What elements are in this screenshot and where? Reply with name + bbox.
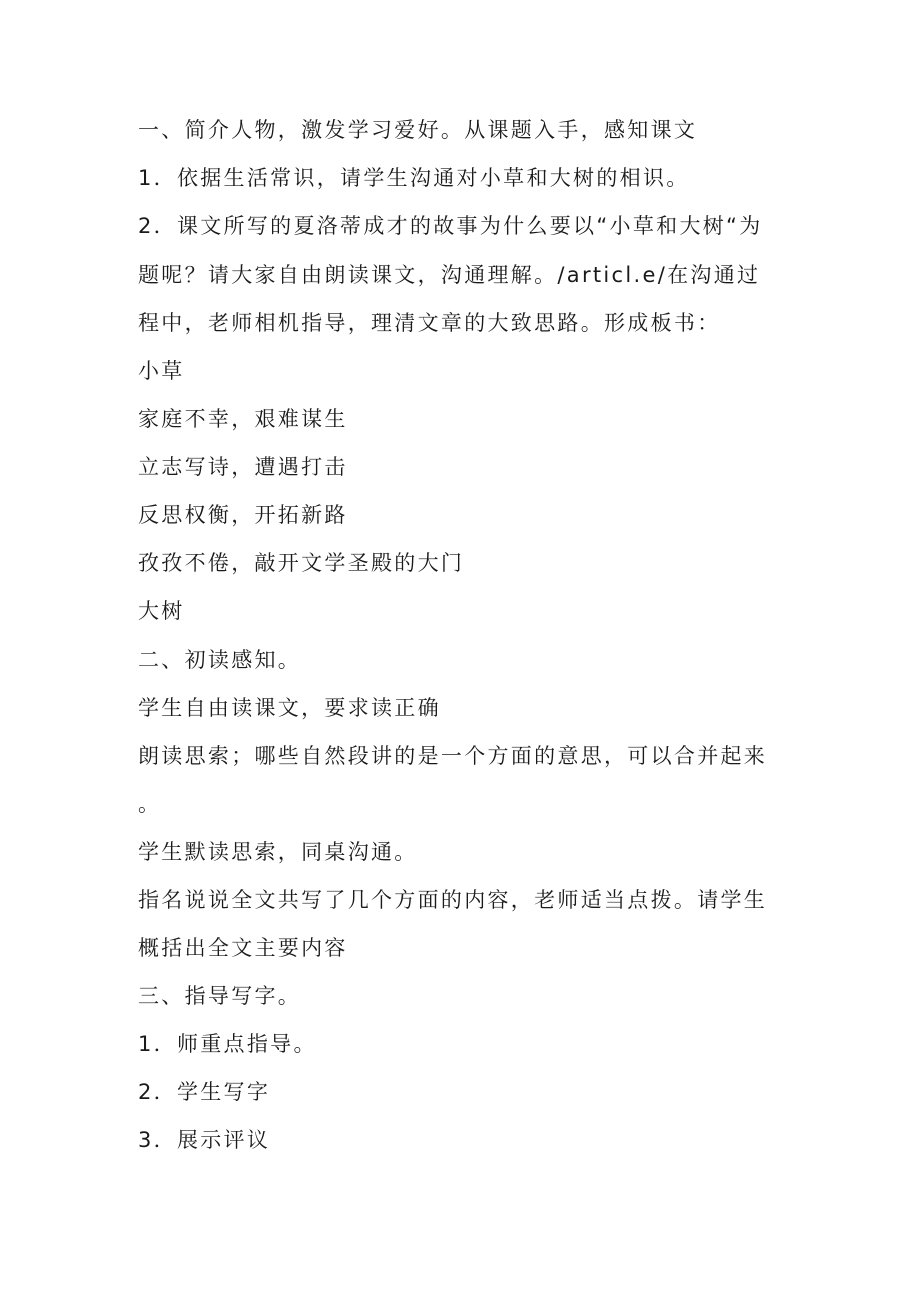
section-heading-3: 三、指导写字。 [138, 984, 302, 1008]
paragraph-line: 1．依据生活常识，请学生沟通对小草和大树的相识。 [138, 166, 690, 190]
paragraph-line: 概括出全文主要内容 [138, 936, 348, 960]
board-label-grass: 小草 [138, 359, 185, 383]
paragraph-line: 题呢？请大家自由朗读课文，沟通理解。/articl.e/在沟通过 [138, 263, 761, 287]
board-item: 孜孜不倦，敲开文学圣殿的大门 [138, 551, 465, 575]
paragraph-line: 指名说说全文共写了几个方面的内容，老师适当点拨。请学生 [138, 888, 768, 912]
paragraph-line: 学生自由读课文，要求读正确 [138, 696, 441, 720]
list-item: 1．师重点指导。 [138, 1032, 317, 1056]
section-heading-1: 一、简介人物，激发学习爱好。从课题入手，感知课文 [138, 118, 698, 142]
paragraph-line: 2．课文所写的夏洛蒂成才的故事为什么要以“小草和大树“为 [138, 214, 763, 238]
board-item: 家庭不幸，艰难谋生 [138, 407, 348, 431]
board-label-tree: 大树 [138, 599, 185, 623]
list-item: 2．学生写字 [138, 1080, 271, 1104]
list-item: 3．展示评议 [138, 1128, 271, 1152]
section-heading-2: 二、初读感知。 [138, 648, 302, 672]
paragraph-line: 。 [138, 792, 162, 816]
paragraph-line: 学生默读思索，同桌沟通。 [138, 840, 418, 864]
board-item: 反思权衡，开拓新路 [138, 503, 348, 527]
paragraph-line: 程中，老师相机指导，理清文章的大致思路。形成板书： [138, 311, 721, 335]
board-item: 立志写诗，遭遇打击 [138, 455, 348, 479]
paragraph-line: 朗读思索；哪些自然段讲的是一个方面的意思，可以合并起来 [138, 744, 768, 768]
